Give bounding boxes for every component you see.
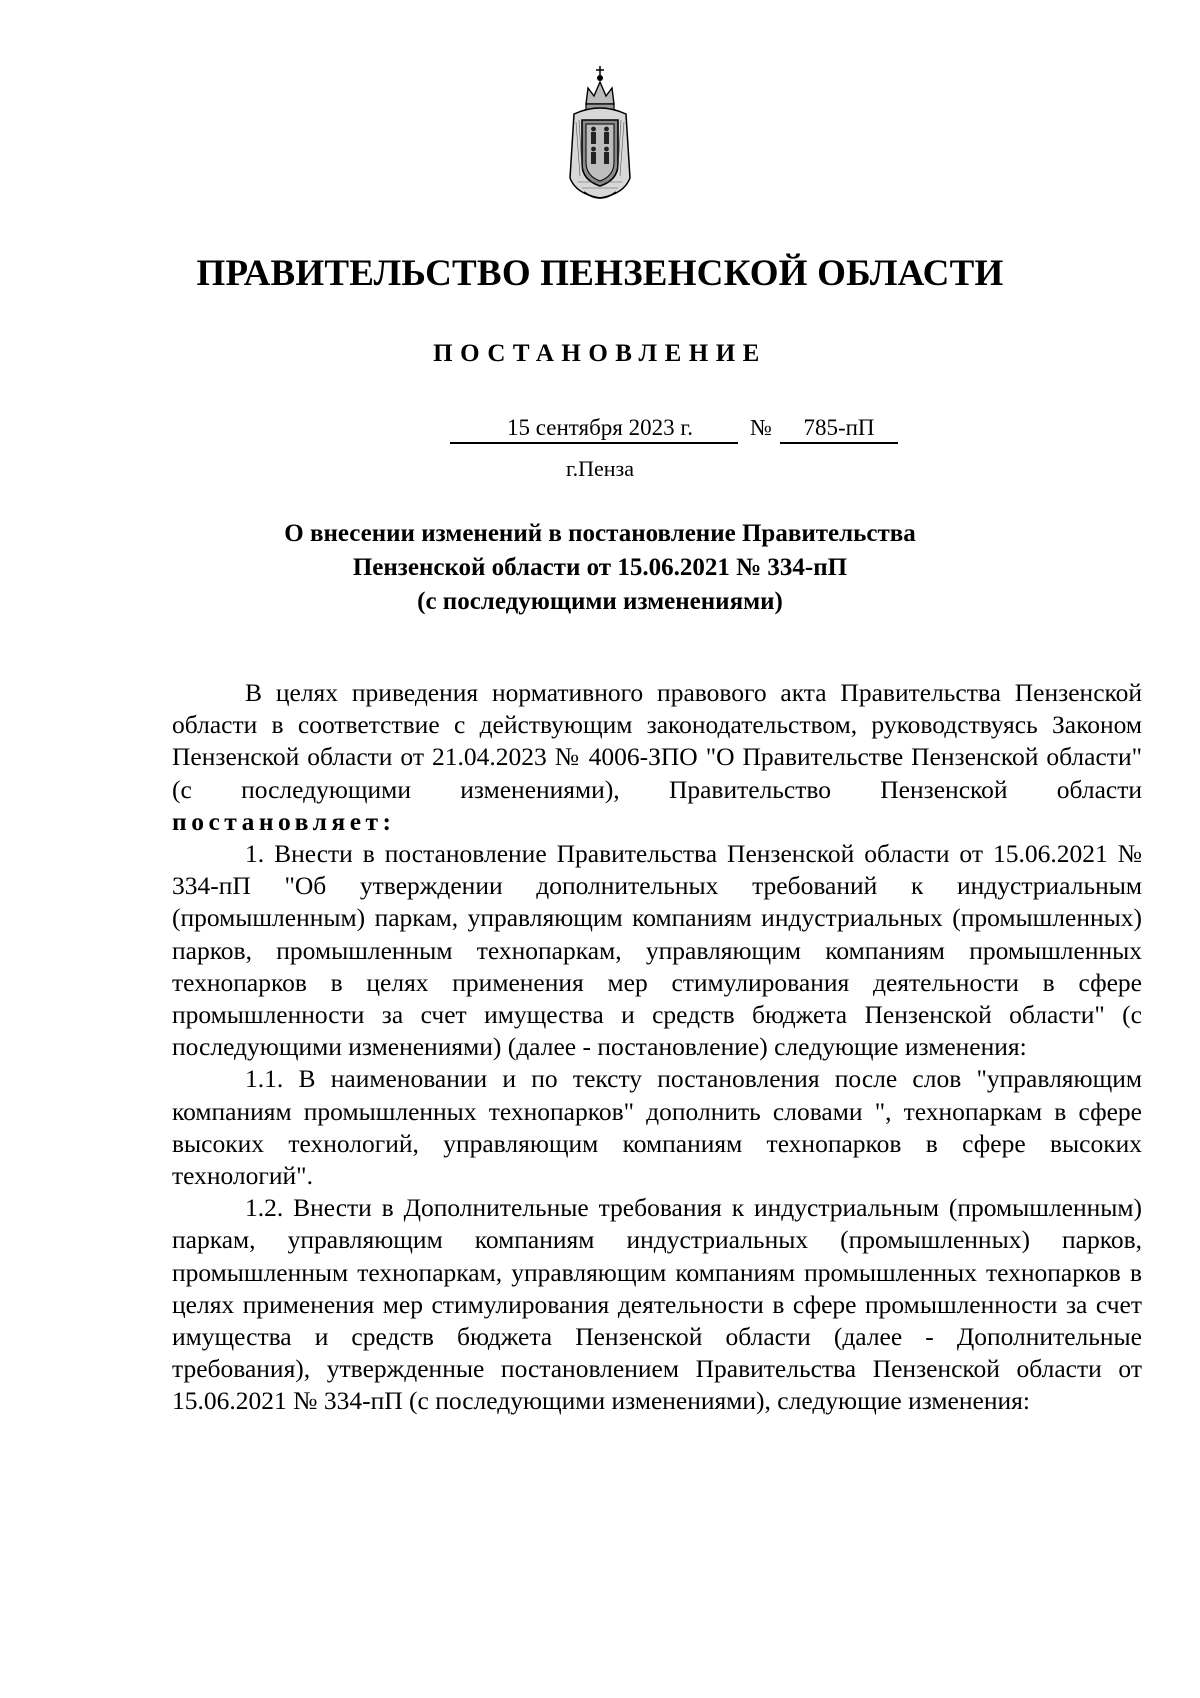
coat-of-arms-emblem [564, 58, 636, 208]
organization-title: ПРАВИТЕЛЬСТВО ПЕНЗЕНСКОЙ ОБЛАСТИ [196, 253, 1004, 294]
subject-line: (с последующими изменениями) [417, 588, 783, 615]
paragraph-preamble [172, 677, 1142, 838]
number-sign: № [750, 415, 772, 440]
document-number: 785-пП [780, 414, 898, 444]
date-number-line [450, 414, 900, 446]
paragraph-item-1-2: 1.2. Внести в Дополнительные требования к индустриальным (промышленным) паркам, управляющим компаниям индустриальных (промышленных) парков, промышленным технопаркам, управляющим компаниям промышленных технопарков в целях применения мер стимулирования деятельности в сфере промышленности за счет имущества и средств бюджета Пензенской области (далее - Дополнительные требования), утвержденные постановлением Правительства Пензенской области от 15.06.2021 № 334-пП (с последующими изменениями), следующие изменения: [172, 1193, 1142, 1416]
preamble-text: В целях приведения нормативного правового акта Правительства Пензенской области в соответствие с действующим законодательством, руководствуясь Законом Пензенской области от 21.04.2023 № 4006-ЗПО "О Правительстве Пензенской области" (с последующими изменениями), Правительство Пензенской области [172, 678, 1142, 804]
city: г.Пенза [566, 456, 634, 481]
document-subject [0, 517, 1200, 619]
decree-word: постановляет: [172, 806, 396, 836]
subject-line: О внесении изменений в постановление Правительства [284, 520, 916, 547]
document-date: 15 сентября 2023 г. [450, 414, 738, 444]
paragraph-item-1-1: 1.1. В наименовании и по тексту постановления после слов "управляющим компаниям промышленных технопарков" дополнить словами ", технопаркам в сфере высоких технологий, управляющим компаниям технопарков в сфере высоких технологий". [172, 1064, 1142, 1191]
document-type: ПОСТАНОВЛЕНИЕ [433, 340, 767, 367]
subject-line: Пензенской области от 15.06.2021 № 334-пП [352, 554, 848, 581]
paragraph-item-1: 1. Внести в постановление Правительства Пензенской области от 15.06.2021 № 334-пП "Об утверждении дополнительных требований к индустриальным (промышленным) паркам, управляющим компаниям индустриальных (промышленных) парков, промышленным технопаркам, управляющим компаниям промышленных технопарков в целях применения мер стимулирования деятельности в сфере промышленности за счет имущества и средств бюджета Пензенской области" (с последующими изменениями) (далее - постановление) следующие изменения: [172, 839, 1142, 1062]
document-body [172, 677, 1142, 1418]
